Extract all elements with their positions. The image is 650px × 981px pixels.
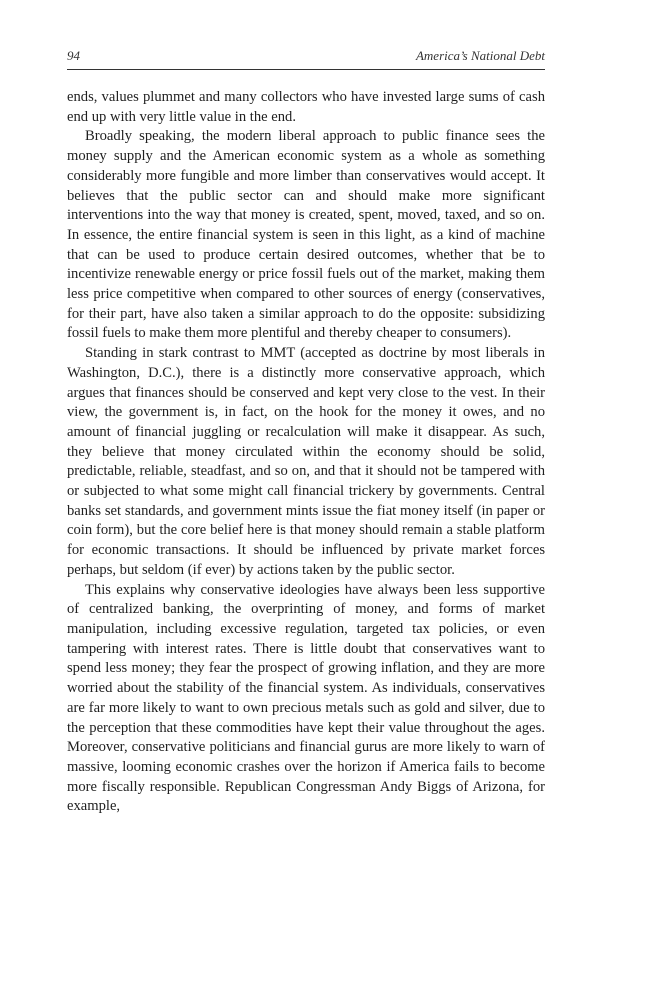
- page-number: 94: [67, 48, 80, 63]
- book-page: [67, 48, 545, 817]
- running-title: America’s National Debt: [415, 48, 545, 63]
- body-text: [67, 88, 545, 817]
- paragraph-continuation: ends, values plummet and many collectors who have invested large sums of cash end up with very little value in the end.: [67, 89, 545, 125]
- paragraph: This explains why conservative ideologies have always been less supportive of centralized banking, the overprinting of money, and forms of market manipulation, including excessive regulation, targeted tax policies, or even tampering with interest rates. There is little doubt that conservatives want to spend less money; they fear the prospect of growing inflation, and they are more worried about the stability of the financial system. As individuals, conservatives are far more likely to want to own precious metals such as gold and silver, due to the perception that these commodities have kept their value throughout the ages. Moreover, conservative politicians and financial gurus are more likely to warn of massive, looming economic crashes over the horizon if America fails to become more fiscally responsible. Republican Congressman Andy Biggs of Arizona, for example,: [67, 581, 545, 815]
- paragraph: Broadly speaking, the modern liberal approach to public finance sees the money supply and the American economic system as a whole as something considerably more fungible and more limber than conservatives would accept. It believes that the public sector can and should make more significant interventions into the way that money is created, spent, moved, taxed, and so on. In essence, the entire financial system is seen in this light, as a kind of machine that can be used to produce certain desired outcomes, whether that be to incentivize renewable energy or price fossil fuels out of the market, making them less price competitive when compared to other sources of energy (conservatives, for their part, have also taken a similar approach to do the opposite: subsidizing fossil fuels to make them more plentiful and thereby cheaper to consumers).: [67, 128, 545, 342]
- paragraph: Standing in stark contrast to MMT (accepted as doctrine by most liberals in Washington, D.C.), there is a distinctly more conservative approach, which argues that finances should be conserved and kept very close to the vest. In their view, the government is, in fact, on the hook for the money it owes, and no amount of financial juggling or recalculation will make it disappear. As such, they believe that money circulated within the economy should be solid, predictable, reliable, steadfast, and so on, and that it should not be tampered with or subjected to what some might call financial trickery by governments. Central banks set standards, and government mints issue the fiat money itself (in paper or coin form), but the core belief here is that money should remain a stable platform for economic transactions. It should be influenced by private market forces perhaps, but seldom (if ever) by actions taken by the public sector.: [67, 345, 545, 578]
- running-header: [67, 48, 545, 70]
